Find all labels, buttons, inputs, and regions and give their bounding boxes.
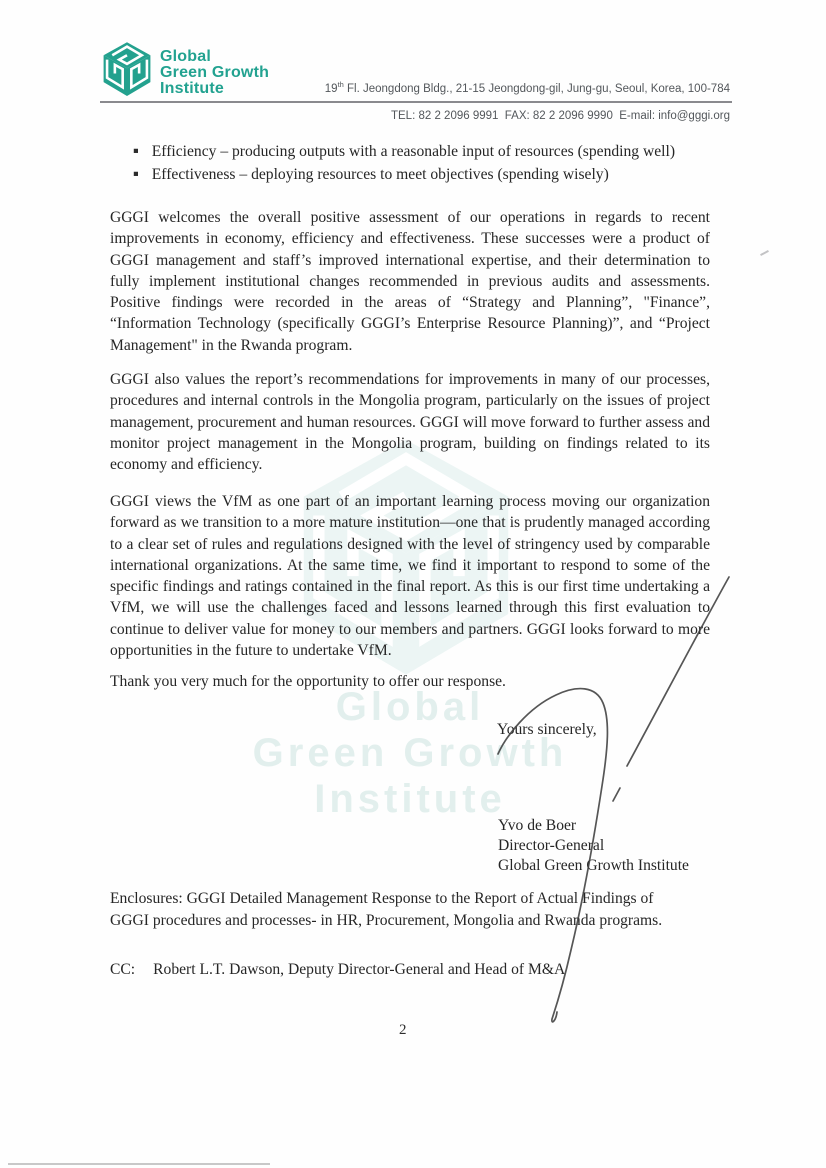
bullet-marker-icon: ▪: [133, 169, 139, 180]
enclosures-line: GGGI procedures and processes- in HR, Procurement, Mongolia and Rwanda programs.: [110, 912, 663, 930]
cc-label: CC:: [110, 961, 136, 978]
address-ordinal-suffix: th: [337, 80, 344, 89]
watermark-text-line: Global: [335, 685, 485, 729]
cc-row: [110, 961, 565, 979]
watermark-text-line: Institute: [314, 777, 506, 821]
header-address: [325, 80, 730, 95]
enclosures-line: Enclosures: GGGI Detailed Management Response to the Report of Actual Findings of: [110, 890, 654, 907]
signatory-organization: Global Green Growth Institute: [498, 857, 689, 875]
closing-salutation: Yours sincerely,: [497, 721, 597, 738]
body-paragraph: GGGI also values the report’s recommendations for improvements in many of our processes, procedures and internal controls in the Mongolia program, particularly on the issues of project management, procurement and human resources. GGGI will move forward to further assess and monitor project management in the Mongolia program, building on findings related to its economy and efficiency.: [110, 371, 710, 474]
body-paragraph: GGGI welcomes the overall positive assessment of our operations in regards to recent improvements in economy, efficiency and effectiveness. These successes were a product of GGGI management and staff’s improved international expertise, and their determination to fully implement institutional changes recommended in previous audits and assessments. Positive findings were recorded in the areas of “Strategy and Planning”, "Finance”, “Information Technology (specifically GGGI’s Enterprise Resource Planning)”, and “Project Management" in the Rwanda program.: [110, 209, 710, 354]
address-rest: Fl. Jeongdong Bldg., 21-15 Jeongdong-gil, Jung-gu, Seoul, Korea, 100-784: [343, 82, 730, 95]
address-number: 19: [324, 82, 338, 95]
scan-artifact: [8, 1163, 270, 1165]
signatory-block: [498, 816, 689, 877]
signatory-title: Director-General: [498, 837, 605, 855]
bullet-item: [133, 140, 723, 163]
bullet-text: Efficiency – producing outputs with a reasonable input of resources (spending well): [151, 143, 676, 160]
bullet-item: [133, 163, 723, 186]
logo-wordmark-line: Green Growth: [160, 63, 270, 81]
bullet-text: Effectiveness – deploying resources to meet objectives (spending wisely): [151, 166, 609, 184]
logo-wordmark-line: Institute: [160, 79, 225, 97]
header-divider: [100, 101, 732, 103]
thank-you-line: Thank you very much for the opportunity to offer our response.: [110, 673, 506, 690]
enclosures: [110, 888, 662, 933]
logo-wordmark-line: Global: [160, 48, 211, 65]
bullet-marker-icon: ▪: [133, 146, 139, 156]
cc-text: Robert L.T. Dawson, Deputy Director-General and Head of M&A: [153, 961, 566, 978]
gggi-logo-icon: [101, 41, 153, 99]
signatory-name: Yvo de Boer: [498, 817, 577, 834]
header-contact: TEL: 82 2 2096 9991 FAX: 82 2 2096 9990 E-mail: info@gggi.org: [390, 110, 730, 122]
watermark-text-line: Green Growth: [252, 731, 568, 775]
logo-wordmark: [160, 49, 269, 96]
page-number: 2: [399, 1022, 407, 1038]
bullet-list: [133, 140, 723, 186]
body-paragraph: GGGI views the VfM as one part of an important learning process moving our organization forward as we transition to a more mature institution—one that is prudently managed according to a clear set of rules and regulations designed with the level of stringency used by comparable international organizations. At the same time, we find it important to respond to some of the specific findings and ratings contained in the final report. As this is our first time undertaking a VfM, we will use the challenges faced and lessons learned through this first evaluation to continue to deliver value for money to our members and partners. GGGI looks forward to more opportunities in the future to undertake VfM.: [110, 493, 710, 660]
